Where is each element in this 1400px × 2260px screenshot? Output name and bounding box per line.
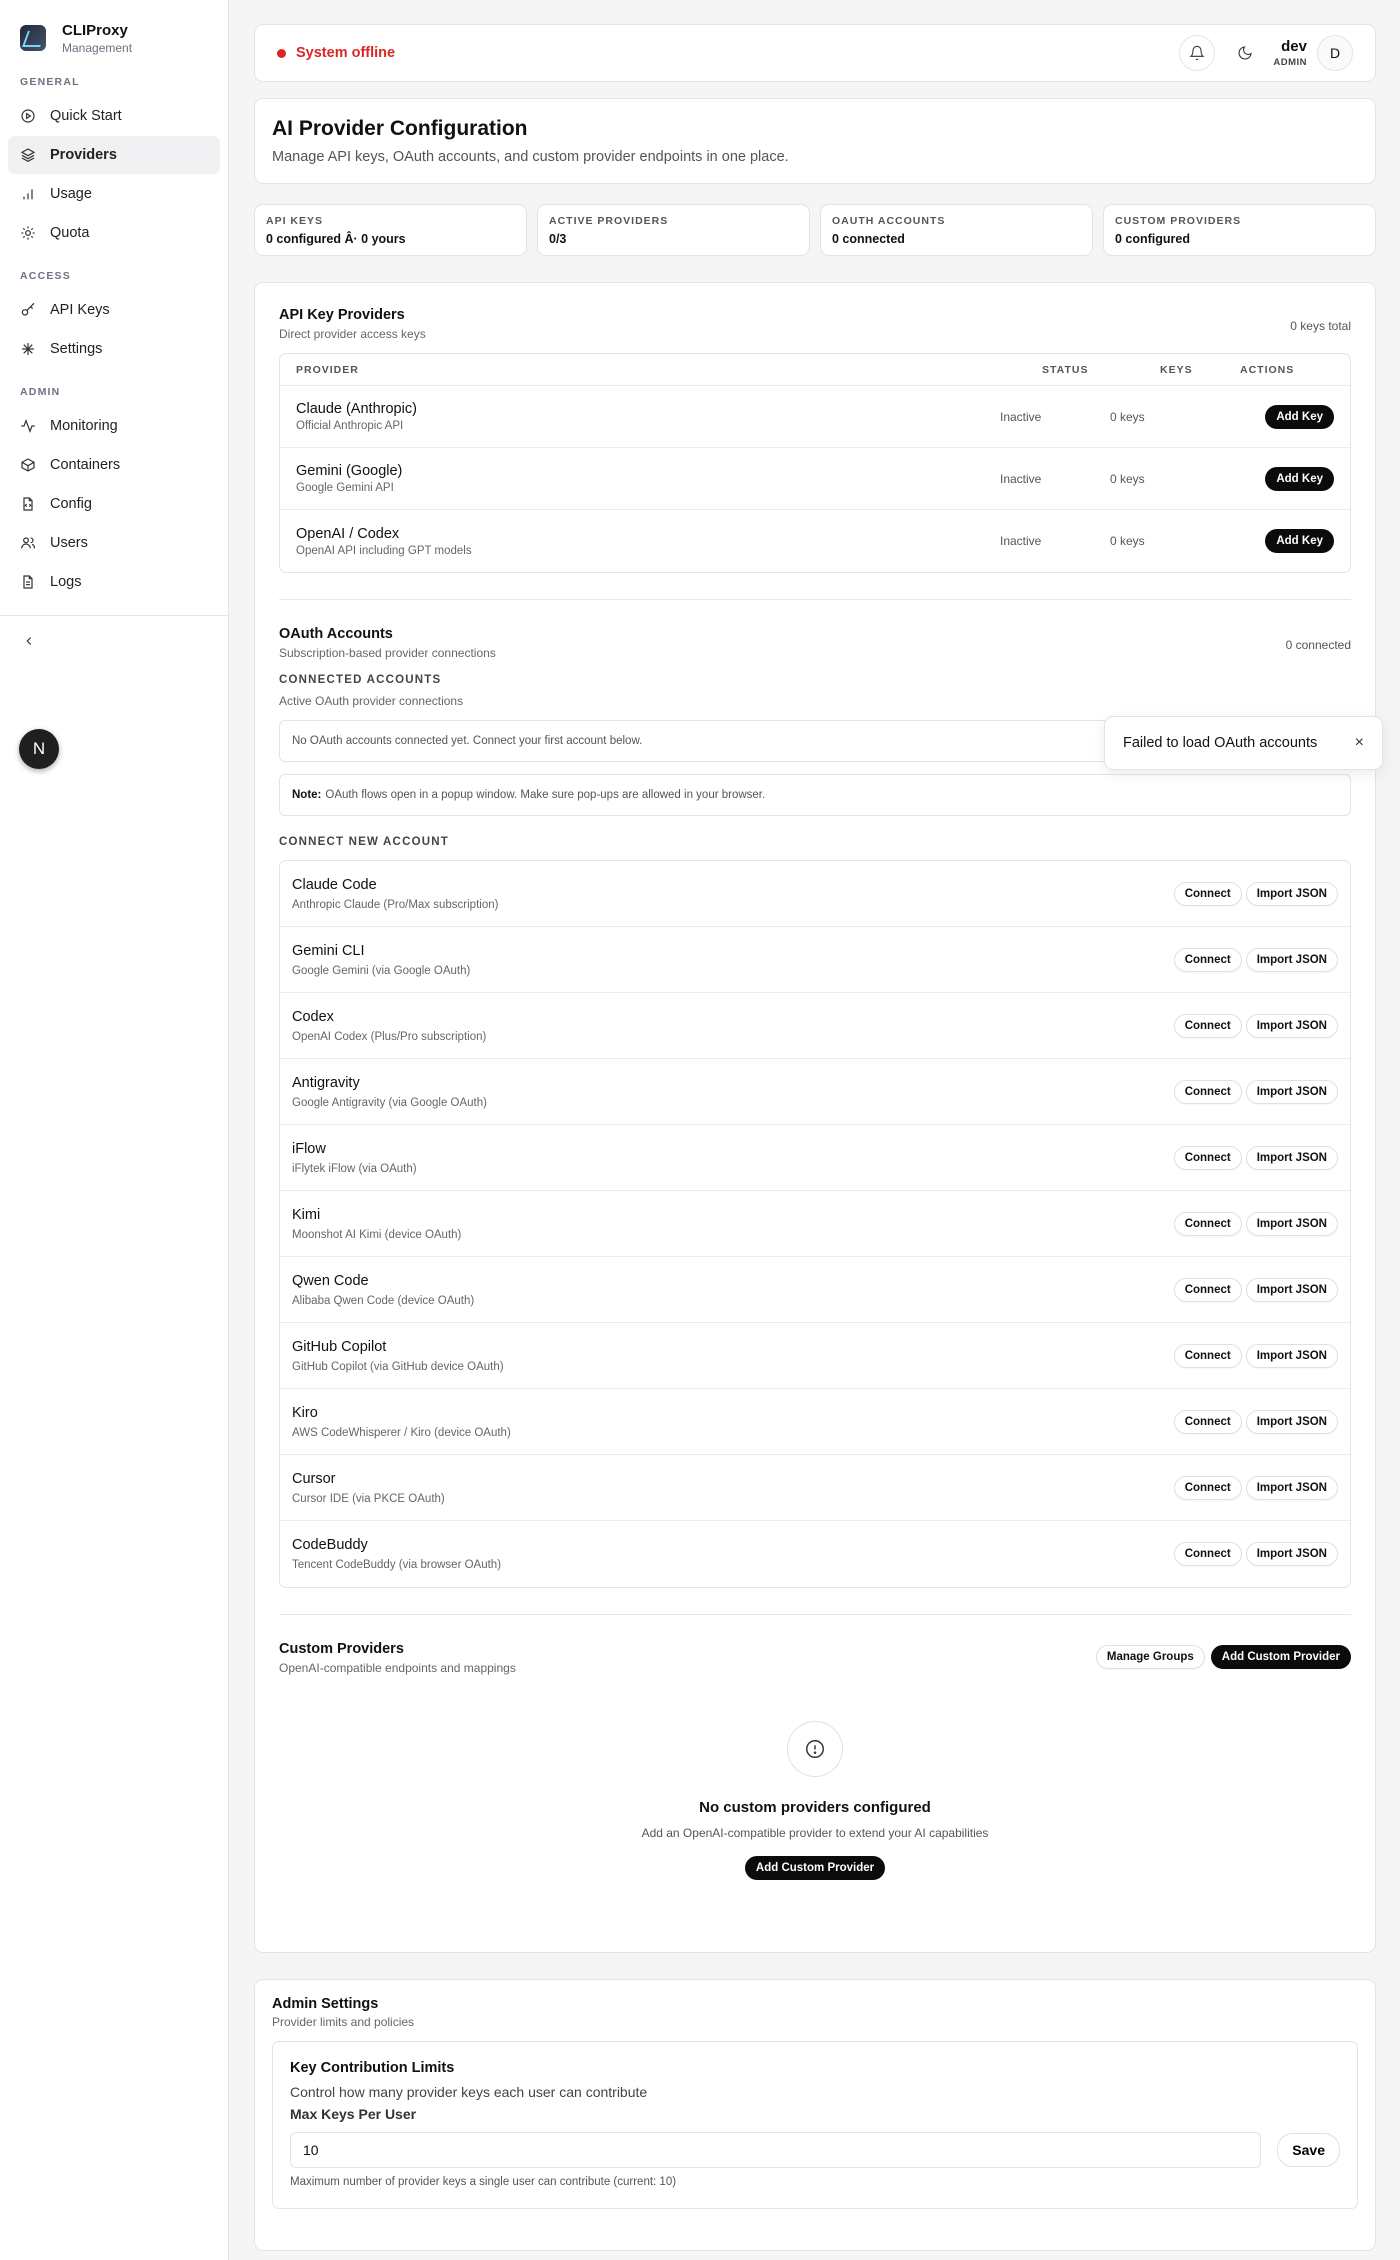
sidebar-item-label: API Keys bbox=[50, 302, 110, 318]
avatar[interactable]: D bbox=[1317, 35, 1353, 71]
add-key-button[interactable]: Add Key bbox=[1265, 467, 1334, 491]
admin-title: Admin Settings bbox=[272, 1996, 379, 2012]
list-item bbox=[280, 1389, 1350, 1455]
box-icon bbox=[20, 457, 36, 473]
limits-desc: Control how many provider keys each user can contribute bbox=[290, 2084, 648, 2100]
file-text-icon bbox=[20, 574, 36, 590]
list-item bbox=[280, 1521, 1350, 1587]
oauth-title: OAuth Accounts bbox=[279, 626, 393, 642]
sidebar-divider bbox=[0, 615, 228, 616]
status-dot bbox=[277, 49, 286, 58]
table-header bbox=[280, 354, 1350, 386]
provider-key-count: 0 keys bbox=[1110, 534, 1145, 548]
collapse-sidebar-button[interactable] bbox=[22, 634, 38, 650]
oauth-provider-name: Qwen Code bbox=[292, 1272, 369, 1289]
oauth-provider-desc: iFlytek iFlow (via OAuth) bbox=[292, 1162, 417, 1175]
oauth-provider-name: Antigravity bbox=[292, 1074, 360, 1091]
sidebar-item-label: Quick Start bbox=[50, 108, 122, 124]
oauth-subtitle: Subscription-based provider connections bbox=[279, 646, 496, 660]
provider-status: Inactive bbox=[1000, 409, 1042, 424]
nav-section-general: GENERAL bbox=[20, 76, 80, 88]
activity-icon bbox=[20, 418, 36, 434]
provider-desc: Google Gemini API bbox=[296, 482, 394, 494]
sidebar-item-logs[interactable] bbox=[8, 563, 220, 601]
custom-title: Custom Providers bbox=[279, 1641, 404, 1657]
manage-groups-button[interactable]: Manage Groups bbox=[1096, 1645, 1205, 1669]
header-provider: PROVIDER bbox=[296, 363, 359, 376]
top-bar bbox=[254, 24, 1376, 82]
oauth-provider-name: iFlow bbox=[292, 1140, 326, 1157]
provider-status: Inactive bbox=[1000, 471, 1042, 486]
connect-button[interactable]: Connect bbox=[1174, 1080, 1242, 1104]
sidebar-item-providers[interactable] bbox=[8, 136, 220, 174]
import-json-button[interactable]: Import JSON bbox=[1246, 882, 1338, 906]
key-limits-box bbox=[272, 2041, 1358, 2209]
connect-new-heading: CONNECT NEW ACCOUNT bbox=[279, 836, 449, 848]
provider-status: Inactive bbox=[1000, 534, 1042, 548]
sidebar bbox=[0, 0, 229, 2260]
custom-empty-state bbox=[279, 1721, 1351, 1880]
max-keys-input[interactable] bbox=[290, 2132, 1261, 2168]
limits-title: Key Contribution Limits bbox=[290, 2060, 455, 2076]
oauth-section-header bbox=[279, 626, 1351, 660]
keys-total: 0 keys total bbox=[1290, 319, 1351, 333]
connect-button[interactable]: Connect bbox=[1174, 882, 1242, 906]
list-item bbox=[280, 1191, 1350, 1257]
list-item bbox=[280, 1059, 1350, 1125]
sun-icon bbox=[20, 225, 36, 241]
oauth-provider-desc: OpenAI Codex (Plus/Pro subscription) bbox=[292, 1030, 487, 1043]
oauth-provider-desc: AWS CodeWhisperer / Kiro (device OAuth) bbox=[292, 1426, 511, 1439]
api-keys-table bbox=[279, 353, 1351, 573]
settings-icon bbox=[20, 341, 36, 357]
toast-message: Failed to load OAuth accounts bbox=[1123, 735, 1318, 751]
import-json-button[interactable]: Import JSON bbox=[1246, 1410, 1338, 1434]
play-circle-icon bbox=[20, 108, 36, 124]
oauth-provider-desc: Tencent CodeBuddy (via browser OAuth) bbox=[292, 1559, 502, 1571]
connect-button[interactable]: Connect bbox=[1174, 1014, 1242, 1038]
sidebar-item-api-keys[interactable] bbox=[8, 291, 220, 329]
main-content bbox=[254, 24, 1376, 2251]
brand[interactable] bbox=[0, 0, 228, 58]
notifications-button[interactable] bbox=[1179, 35, 1215, 71]
page-header bbox=[254, 98, 1376, 184]
header-status: STATUS bbox=[1042, 363, 1089, 376]
import-json-button[interactable]: Import JSON bbox=[1246, 1080, 1338, 1104]
oauth-provider-desc: Google Antigravity (via Google OAuth) bbox=[292, 1096, 487, 1109]
bell-icon bbox=[1189, 45, 1205, 61]
nav-section-admin: ADMIN bbox=[20, 386, 61, 398]
list-item bbox=[280, 927, 1350, 993]
import-json-button[interactable]: Import JSON bbox=[1246, 1278, 1338, 1302]
stat-label: OAUTH ACCOUNTS bbox=[832, 215, 946, 227]
sidebar-item-label: Providers bbox=[50, 147, 117, 163]
oauth-provider-name: Codex bbox=[292, 1008, 334, 1025]
sidebar-item-label: Settings bbox=[50, 341, 103, 357]
oauth-provider-desc: GitHub Copilot (via GitHub device OAuth) bbox=[292, 1360, 504, 1373]
provider-key-count: 0 keys bbox=[1110, 471, 1145, 486]
nav-section-access: ACCESS bbox=[20, 270, 71, 282]
oauth-provider-name: Gemini CLI bbox=[292, 942, 365, 959]
sidebar-item-containers[interactable] bbox=[8, 446, 220, 484]
oauth-provider-desc: Google Gemini (via Google OAuth) bbox=[292, 964, 471, 977]
sidebar-item-label: Usage bbox=[50, 186, 92, 202]
page-title: AI Provider Configuration bbox=[272, 117, 528, 140]
sidebar-item-label: Users bbox=[50, 535, 88, 551]
header-keys: KEYS bbox=[1160, 363, 1193, 376]
section-divider bbox=[279, 1614, 1351, 1615]
oauth-empty-text: No OAuth accounts connected yet. Connect your first account below. bbox=[292, 735, 643, 747]
theme-toggle[interactable] bbox=[1235, 43, 1255, 63]
stat-value: 0 configured Â· 0 yours bbox=[266, 232, 406, 246]
user-name: dev bbox=[1281, 38, 1307, 55]
import-json-button[interactable]: Import JSON bbox=[1246, 1344, 1338, 1368]
oauth-provider-name: Claude Code bbox=[292, 876, 377, 893]
stat-value: 0/3 bbox=[549, 232, 567, 246]
stat-value: 0 connected bbox=[832, 232, 905, 246]
page-subtitle: Manage API keys, OAuth accounts, and custom provider endpoints in one place. bbox=[272, 149, 789, 165]
oauth-count: 0 connected bbox=[1285, 638, 1351, 652]
error-toast bbox=[1104, 716, 1383, 770]
brand-logo-icon bbox=[20, 25, 46, 51]
stat-card bbox=[1103, 204, 1376, 256]
provider-desc: OpenAI API including GPT models bbox=[296, 544, 472, 557]
connect-button[interactable]: Connect bbox=[1174, 948, 1242, 972]
list-item bbox=[280, 1323, 1350, 1389]
provider-name: OpenAI / Codex bbox=[296, 525, 400, 542]
oauth-provider-desc: Moonshot AI Kimi (device OAuth) bbox=[292, 1228, 462, 1241]
admin-subtitle: Provider limits and policies bbox=[272, 2015, 415, 2029]
list-item bbox=[280, 993, 1350, 1059]
section-divider bbox=[279, 599, 1351, 600]
oauth-provider-name: Kiro bbox=[292, 1404, 318, 1421]
bar-chart-icon bbox=[20, 186, 36, 202]
sidebar-item-quick-start[interactable] bbox=[8, 97, 220, 135]
alert-circle-icon bbox=[787, 1721, 843, 1777]
sidebar-item-label: Config bbox=[50, 496, 92, 512]
table-row bbox=[280, 510, 1350, 572]
sidebar-item-monitoring[interactable] bbox=[8, 407, 220, 445]
layers-icon bbox=[20, 147, 36, 163]
stat-card bbox=[254, 204, 527, 256]
admin-settings-card bbox=[254, 1979, 1376, 2251]
close-icon[interactable]: × bbox=[1354, 734, 1364, 751]
oauth-provider-name: GitHub Copilot bbox=[292, 1338, 387, 1355]
stats-row bbox=[254, 204, 1376, 256]
add-custom-provider-button[interactable]: Add Custom Provider bbox=[1211, 1645, 1351, 1669]
add-key-button[interactable]: Add Key bbox=[1265, 529, 1334, 553]
user-role: ADMIN bbox=[1273, 57, 1307, 68]
import-json-button[interactable]: Import JSON bbox=[1246, 1212, 1338, 1236]
moon-icon bbox=[1237, 45, 1253, 61]
note-text: OAuth flows open in a popup window. Make sure pop-ups are allowed in your browser. bbox=[325, 789, 766, 801]
provider-key-count: 0 keys bbox=[1110, 409, 1145, 424]
stat-label: API KEYS bbox=[266, 215, 324, 227]
add-key-button[interactable]: Add Key bbox=[1265, 405, 1334, 429]
api-keys-section-header bbox=[279, 307, 1351, 341]
oauth-provider-desc: Anthropic Claude (Pro/Max subscription) bbox=[292, 898, 499, 911]
sidebar-item-label: Monitoring bbox=[50, 418, 118, 434]
connected-accounts-desc: Active OAuth provider connections bbox=[279, 694, 464, 708]
sidebar-item-label: Quota bbox=[50, 225, 90, 241]
import-json-button[interactable]: Import JSON bbox=[1246, 1542, 1338, 1566]
connect-button[interactable]: Connect bbox=[1174, 1344, 1242, 1368]
key-icon bbox=[20, 302, 36, 318]
next-dev-badge[interactable]: N bbox=[19, 729, 59, 769]
list-item bbox=[280, 861, 1350, 927]
api-keys-subtitle: Direct provider access keys bbox=[279, 327, 426, 341]
stat-value: 0 configured bbox=[1115, 232, 1191, 246]
stat-card bbox=[537, 204, 810, 256]
header-actions: ACTIONS bbox=[1240, 363, 1295, 376]
sidebar-item-label: Logs bbox=[50, 574, 82, 590]
note-label: Note: bbox=[292, 789, 322, 801]
users-icon bbox=[20, 535, 36, 551]
sidebar-item-users[interactable] bbox=[8, 524, 220, 562]
oauth-provider-list bbox=[279, 860, 1351, 1588]
connect-button[interactable]: Connect bbox=[1174, 1278, 1242, 1302]
list-item bbox=[280, 1455, 1350, 1521]
custom-empty-subtitle: Add an OpenAI-compatible provider to extend your AI capabilities bbox=[641, 1826, 989, 1840]
table-row bbox=[280, 386, 1350, 448]
connect-button[interactable]: Connect bbox=[1174, 1542, 1242, 1566]
stat-card bbox=[820, 204, 1093, 256]
providers-card bbox=[254, 282, 1376, 1953]
table-row bbox=[280, 448, 1350, 510]
oauth-provider-name: CodeBuddy bbox=[292, 1537, 368, 1553]
connect-button[interactable]: Connect bbox=[1174, 1476, 1242, 1500]
connect-button[interactable]: Connect bbox=[1174, 1146, 1242, 1170]
file-code-icon bbox=[20, 496, 36, 512]
list-item bbox=[280, 1125, 1350, 1191]
list-item bbox=[280, 1257, 1350, 1323]
user-info[interactable] bbox=[1273, 38, 1307, 68]
provider-name: Gemini (Google) bbox=[296, 463, 403, 479]
custom-empty-title: No custom providers configured bbox=[699, 1799, 931, 1816]
import-json-button[interactable]: Import JSON bbox=[1246, 948, 1338, 972]
save-button[interactable]: Save bbox=[1277, 2133, 1340, 2167]
import-json-button[interactable]: Import JSON bbox=[1246, 1476, 1338, 1500]
provider-desc: Official Anthropic API bbox=[296, 420, 404, 432]
sidebar-item-settings[interactable] bbox=[8, 330, 220, 368]
sidebar-nav bbox=[0, 72, 228, 601]
connected-accounts-heading: CONNECTED ACCOUNTS bbox=[279, 674, 442, 686]
system-status: System offline bbox=[296, 45, 396, 61]
sidebar-item-usage[interactable] bbox=[8, 175, 220, 213]
import-json-button[interactable]: Import JSON bbox=[1246, 1146, 1338, 1170]
import-json-button[interactable]: Import JSON bbox=[1246, 1014, 1338, 1038]
oauth-provider-name: Cursor bbox=[292, 1470, 336, 1487]
stat-label: ACTIVE PROVIDERS bbox=[549, 215, 669, 227]
custom-section-header bbox=[279, 1641, 1351, 1675]
sidebar-item-config[interactable] bbox=[8, 485, 220, 523]
api-keys-title: API Key Providers bbox=[279, 307, 405, 323]
oauth-provider-desc: Alibaba Qwen Code (device OAuth) bbox=[292, 1294, 475, 1307]
connect-button[interactable]: Connect bbox=[1174, 1212, 1242, 1236]
chevron-left-icon bbox=[22, 634, 36, 648]
sidebar-item-quota[interactable] bbox=[8, 214, 220, 252]
sidebar-item-label: Containers bbox=[50, 457, 121, 473]
oauth-note bbox=[279, 774, 1351, 816]
brand-title: CLIProxy bbox=[62, 21, 128, 39]
custom-subtitle: OpenAI-compatible endpoints and mappings bbox=[279, 1661, 516, 1675]
stat-label: CUSTOM PROVIDERS bbox=[1115, 215, 1242, 227]
empty-add-custom-provider-button[interactable]: Add Custom Provider bbox=[745, 1856, 885, 1880]
oauth-provider-desc: Cursor IDE (via PKCE OAuth) bbox=[292, 1492, 445, 1505]
brand-subtitle: Management bbox=[62, 40, 133, 55]
oauth-provider-name: Kimi bbox=[292, 1206, 321, 1223]
max-keys-label: Max Keys Per User bbox=[290, 2106, 417, 2122]
max-keys-help: Maximum number of provider keys a single user can contribute (current: 10) bbox=[290, 2176, 677, 2188]
connect-button[interactable]: Connect bbox=[1174, 1410, 1242, 1434]
provider-name: Claude (Anthropic) bbox=[296, 401, 417, 417]
